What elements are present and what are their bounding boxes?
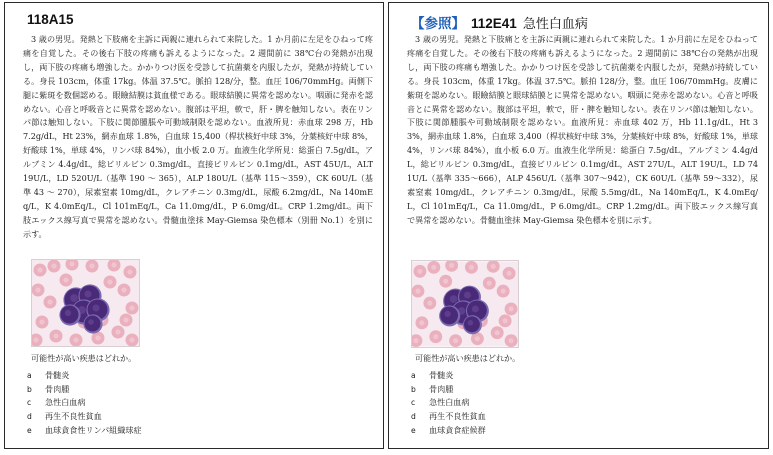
answer-option-a[interactable]: [411, 369, 486, 383]
option-letter: d: [27, 412, 32, 422]
reference-case-description: 3 歳の男児。発熱と下肢痛とを主訴に両親に連れられて来院した。1 か月前に左足をひねって疼痛を自覚した。その後右下肢の疼痛も訴えるようになった。2 週間前に 38℃台の発熱が出現し，両下肢の疼痛も増強した。かかりつけ医を受診して抗菌薬を内服したが，発熱が持続している。身長 103cm，体重 17kg。体温 37.5℃。脈拍 128/分，整。血圧 106/70mmHg。皮膚に紫斑を認めない。眼瞼結膜と眼球結膜とに異常を認めない。咽頭に発赤を認めない。心音と呼吸音とに異常を認めない。腹部は平坦，軟で，肝・脾を触知しない。表在リンパ節は触知しない。下肢に関節腫脹や可動域制限を認めない。血液所見：赤血球 402 万，Hb 11.1g/dL，Ht 33%，網赤血球 1.8%，白血球 3,400（桿状核好中球 3%，分葉核好中球 8%，好酸球 1%，単球 4%，リンパ球 84%），血小板 6.0 万。血液生化学所見：総蛋白 7.5g/dL，アルブミン 4.4g/dL，総ビリルビン 0.3mg/dL，直接ビリルビン 0.1mg/dL，AST 27U/L，ALT 19U/L，LD 741U/L（基準 335～666），ALP 456U/L（基準 307～942），CK 60U/L（基準 59～332），尿素窒素 10mg/dL，クレアチニン 0.3mg/dL，尿酸 5.5mg/dL，Na 140mEq/L，K 4.0mEq/L，Cl 101mEq/L，Ca 11.0mg/dL，P 6.0mg/dL。CRP 1.2mg/dL。両下肢エックス線写真で異常を認めない。骨髄血塗抹 May-Giemsa 染色標本を別に示す。: [407, 34, 758, 225]
option-letter: b: [411, 384, 416, 394]
question-id: 118A15: [27, 12, 74, 27]
option-letter: d: [411, 412, 416, 422]
option-text: 血球貪食性リンパ組織球症: [45, 424, 142, 435]
bone-marrow-smear-image: [32, 260, 139, 346]
option-text: 血球貪食症候群: [429, 424, 486, 435]
question-stem: 可能性が高い疾患はどれか。: [31, 353, 137, 363]
answer-option-d[interactable]: [27, 410, 142, 424]
answer-option-c[interactable]: [27, 396, 142, 410]
answer-option-e[interactable]: [411, 424, 486, 438]
reference-bone-marrow-micrograph: [411, 260, 519, 348]
option-text: 骨髄炎: [45, 370, 70, 380]
option-text: 骨肉腫: [429, 383, 454, 394]
option-letter: a: [27, 371, 32, 380]
option-text: 再生不良性貧血: [45, 411, 102, 422]
option-text: 骨肉腫: [45, 383, 70, 394]
reference-question-id: 112E41: [471, 16, 517, 31]
reference-header: [411, 12, 588, 32]
option-letter: c: [27, 398, 32, 408]
bone-marrow-smear-image: [412, 261, 518, 347]
question-header: [27, 12, 74, 32]
reference-panel-112e41: [388, 2, 769, 449]
answer-option-c[interactable]: [411, 396, 486, 410]
reference-diagnosis: 急性白血病: [522, 17, 588, 32]
option-letter: e: [27, 425, 32, 435]
option-letter: e: [411, 425, 416, 435]
bone-marrow-micrograph: [31, 259, 140, 347]
answer-option-e[interactable]: [27, 424, 142, 438]
question-panel-118a15: [4, 2, 384, 449]
answer-option-d[interactable]: [411, 410, 486, 424]
answer-option-a[interactable]: [27, 369, 142, 383]
option-text: 再生不良性貧血: [429, 411, 486, 422]
option-letter: a: [411, 371, 416, 380]
answer-options: [27, 369, 142, 437]
reference-question-stem: 可能性が高い疾患はどれか。: [415, 353, 521, 363]
answer-option-b[interactable]: [27, 383, 142, 397]
option-letter: c: [411, 398, 416, 408]
reference-answer-options: [411, 369, 486, 437]
reference-tag: 【参照】: [411, 16, 465, 31]
case-description: 3 歳の男児。発熱と下肢痛を主訴に両親に連れられて来院した。1 か月前に左足をひねって疼痛を自覚した。その後右下肢の疼痛も訴えるようになった。2 週間前に 38℃台の発熱が出現し，両下肢の疼痛も増強した。かかりつけ医を受診して抗菌薬を内服したが，発熱が持続している。身長 103cm，体重 17kg。体温 37.5℃。脈拍 128/分，整。血圧 106/70mmHg。両側下腿に紫斑を数個認める。眼瞼結膜は貧血様である。眼球結膜に異常を認めない。咽頭に発赤を認めない。心音と呼吸音とに異常を認めない。腹部は平坦，軟で，肝・脾を触知しない。表在リンパ節は触知しない。下肢に関節腫脹や可動域制限を認めない。血液所見：赤血球 298 万，Hb 7.2g/dL，Ht 23%，網赤血球 1.8%，白血球 15,400（桿状核好中球 3%，分葉核好中球 8%，好酸球 1%，単球 4%，リンパ球 84%），血小板 2.0 万。血液生化学所見：総蛋白 7.5g/dL，アルブミン 4.4g/dL，総ビリルビン 0.3mg/dL，直接ビリルビン 0.1mg/dL，AST 45U/L，ALT 19U/L，LD 520U/L（基準 190 ～ 365），ALP 180U/L（基準 115～359），CK 60U/L（基準 43 ～ 270），尿素窒素 10mg/dL，クレアチニン 0.3mg/dL，尿酸 6.2mg/dL，Na 140mEq/L，K 4.0mEq/L，Cl 101mEq/L，Ca 11.0mg/dL，P 6.0mg/dL。CRP 1.2mg/dL。両下肢エックス線写真で異常を認めない。骨髄血塗抹 May-Giemsa 染色標本（別冊 No.1）を別に示す。: [23, 34, 373, 239]
option-letter: b: [27, 384, 32, 394]
option-text: 急性白血病: [45, 397, 86, 408]
answer-option-b[interactable]: [411, 383, 486, 397]
option-text: 骨髄炎: [429, 370, 454, 380]
option-text: 急性白血病: [429, 397, 470, 408]
